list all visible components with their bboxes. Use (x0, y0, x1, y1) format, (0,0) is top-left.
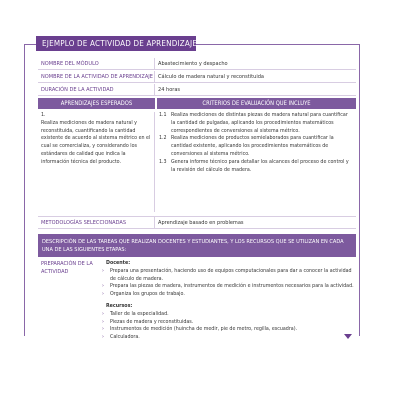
learning-criteria-row (38, 112, 356, 212)
docente-item: › Prepara una presentación, haciendo uso de equipos computacionales para dar a conocer la actividad de cálculo de madera. (102, 267, 352, 282)
learning-text: Realiza mediciones de madera natural y reconstituida, cuantificando la cantidad existente de acuerdo al sistema métrico en el cual se comercializa, y considerando los estándares de calidad que indica la información técnica del producto. (41, 119, 151, 165)
docente-item: › Organiza los grupos de trabajo. (102, 291, 185, 298)
activity-name-row (38, 71, 356, 83)
document-page (24, 36, 360, 341)
learning-number: 1. (41, 112, 46, 118)
criterion-item: 1.1 Realiza mediciones de distintas piezas de madera natural para cuantificar la cantidad de pulgadas, aplicando los procedimientos matemáticos correspondientes de conversiones al sistema métrico. (159, 112, 348, 134)
docente-item: › Prepara las piezas de madera, instrumentos de medición e instrumentos necesarios para la actividad. (102, 283, 354, 290)
recurso-item: › Instrumentos de medición (huincha de medir, pie de metro, regilla, escuadra). (102, 326, 298, 333)
criteria-header: CRITERIOS DE EVALUACIÓN QUE INCLUYE (157, 98, 356, 109)
activity-name-label: NOMBRE DE LA ACTIVIDAD DE APRENDIZAJE (38, 71, 155, 82)
preparation-body (98, 260, 356, 342)
criterion-item: 1.3 Genera informe técnico para detallar los alcances del proceso de control y la revisión del cálculo de madera. (159, 158, 349, 173)
module-value: Abastecimiento y despacho (158, 60, 228, 67)
methodology-label: METODOLOGÍAS SELECCIONADAS (38, 217, 155, 228)
methodology-value: Aprendizaje basado en problemas (158, 219, 244, 226)
recurso-item: › Taller de la especialidad. (102, 310, 169, 317)
tasks-header: DESCRIPCIÓN DE LAS TAREAS QUE REALIZAN DOCENTES Y ESTUDIANTES, Y LOS RECURSOS QUE SE UTILIZAN EN CADA UNA DE LAS SIGUIENTES ETAPAS: (38, 234, 356, 257)
docente-title: Docente: (106, 260, 131, 266)
criterion-item: 1.2 Realiza mediciones de productos semielaborados para cuantificar la cantidad existente, aplicando los procedimientos matemáticos de conversiones al sistema métrico. (159, 135, 334, 157)
duration-label: DURACIÓN DE LA ACTIVIDAD (38, 84, 155, 95)
learning-header: APRENDIZAJES ESPERADOS (38, 98, 155, 109)
recurso-item: › Piezas de madera y reconstituidas. (102, 318, 194, 325)
methodology-row (38, 216, 356, 229)
learning-cell (38, 112, 155, 212)
preparation-label: PREPARACIÓN DE LA ACTIVIDAD (41, 261, 93, 275)
module-label: NOMBRE DEL MÓDULO (38, 58, 155, 69)
duration-value: 24 horas (158, 86, 181, 93)
module-row (38, 58, 356, 70)
duration-row (38, 84, 356, 96)
recurso-item: › Calculadora. (102, 334, 140, 341)
activity-banner: EJEMPLO DE ACTIVIDAD DE APRENDIZAJE (36, 36, 196, 51)
criteria-cell (155, 112, 356, 212)
recursos-title: Recursos: (106, 302, 133, 309)
table-header-row (38, 98, 356, 109)
chevron-down-icon (344, 334, 352, 339)
activity-name-value: Cálculo de madera natural y reconstituida (158, 73, 265, 80)
